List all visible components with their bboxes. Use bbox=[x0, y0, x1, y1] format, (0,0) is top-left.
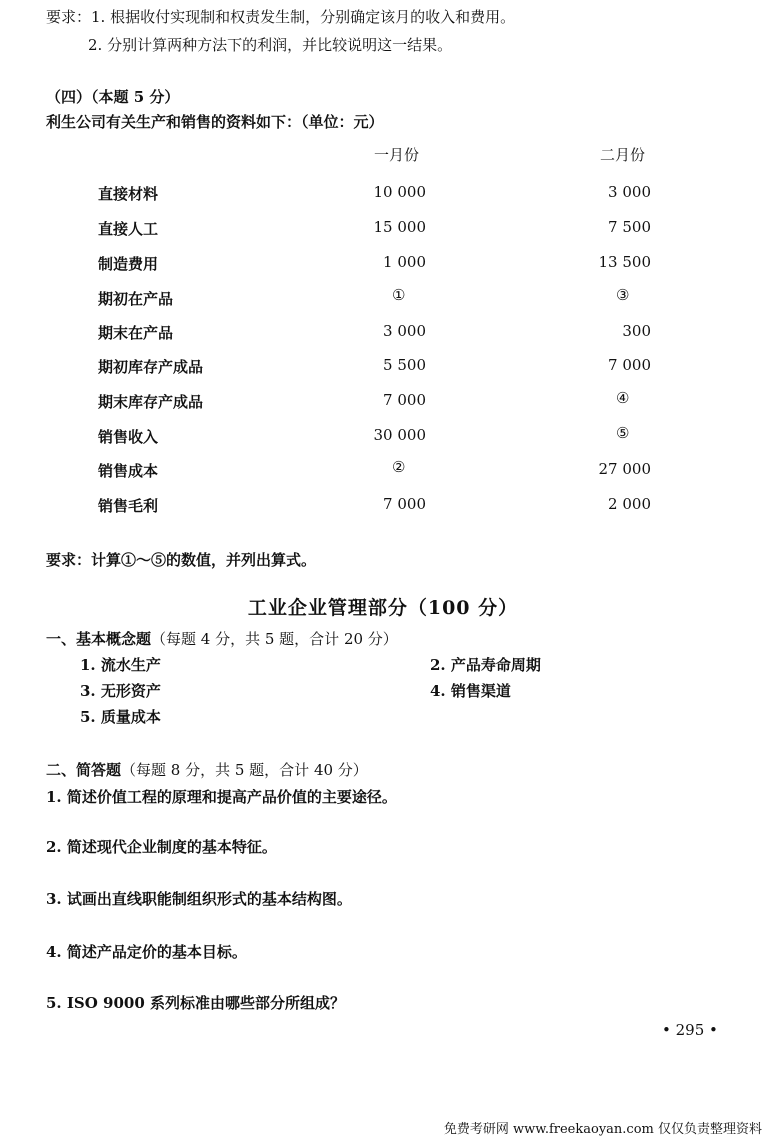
table-cell-feb: ④ bbox=[616, 389, 630, 407]
table-cell-jan: 30 000 bbox=[373, 426, 426, 444]
table-cell-jan: 5 500 bbox=[383, 356, 426, 374]
table-row-label: 期末在产品 bbox=[98, 324, 174, 342]
table-cell-feb: ③ bbox=[616, 286, 630, 304]
table-cell-jan: 10 000 bbox=[373, 183, 426, 201]
short-question: 1. 简述价值工程的原理和提高产品价值的主要途径。 bbox=[46, 788, 397, 806]
table-cell-jan: 7 000 bbox=[383, 495, 426, 513]
section1-heading: 一、基本概念题 bbox=[46, 630, 152, 648]
section4-heading: （四）（本题 5 分） bbox=[46, 88, 180, 106]
short-question: 2. 简述现代企业制度的基本特征。 bbox=[46, 838, 277, 856]
table-row-label: 期初在产品 bbox=[98, 290, 174, 308]
short-question: 5. ISO 9000 系列标准由哪些部分所组成？ bbox=[46, 994, 345, 1012]
table-cell-feb: 3 000 bbox=[608, 183, 651, 201]
table-cell-feb: 300 bbox=[622, 322, 651, 340]
section4-requirement: 要求：计算①～⑤的数值，并列出算式。 bbox=[46, 551, 317, 569]
part-title: 工业企业管理部分（100 分） bbox=[247, 597, 519, 619]
table-row-label: 销售收入 bbox=[98, 428, 159, 446]
section2-heading-line bbox=[46, 763, 368, 778]
table-cell-jan: 1 000 bbox=[383, 253, 426, 271]
concept-item: 5. 质量成本 bbox=[80, 708, 161, 726]
table-cell-jan: ① bbox=[392, 286, 406, 304]
short-question: 3. 试画出直线职能制组织形式的基本结构图。 bbox=[46, 890, 352, 908]
table-cell-jan: 3 000 bbox=[383, 322, 426, 340]
short-question: 4. 简述产品定价的基本目标。 bbox=[46, 943, 247, 961]
table-cell-jan: ② bbox=[392, 458, 406, 476]
table-cell-feb: 7 000 bbox=[608, 356, 651, 374]
table-cell-feb: ⑤ bbox=[616, 424, 630, 442]
col-header-feb: 二月份 bbox=[600, 146, 646, 164]
table-row-label: 销售毛利 bbox=[98, 497, 159, 515]
footer-watermark: 免费考研网 www.freekaoyan.com 仅仅负责整理资料 bbox=[443, 1122, 762, 1137]
page-number: • 295 • bbox=[662, 1021, 718, 1039]
section2-heading: 二、简答题 bbox=[46, 761, 122, 779]
table-row-label: 期末库存产成品 bbox=[98, 393, 204, 411]
concept-item: 3. 无形资产 bbox=[80, 682, 161, 700]
section4-intro: 利生公司有关生产和销售的资料如下：（单位：元） bbox=[46, 113, 384, 131]
table-row-label: 销售成本 bbox=[98, 462, 159, 480]
col-header-jan: 一月份 bbox=[374, 146, 420, 164]
requirement-line-1: 要求：1. 根据收付实现制和权责发生制，分别确定该月的收入和费用。 bbox=[46, 8, 516, 26]
concept-item: 2. 产品寿命周期 bbox=[430, 656, 541, 674]
table-cell-feb: 13 500 bbox=[598, 253, 651, 271]
table-cell-jan: 7 000 bbox=[383, 391, 426, 409]
section1-heading-note: （每题 4 分，共 5 题，合计 20 分） bbox=[151, 630, 398, 648]
table-row-label: 直接材料 bbox=[98, 185, 159, 203]
section1-heading-line bbox=[46, 632, 398, 647]
table-cell-feb: 7 500 bbox=[608, 218, 651, 236]
concept-item: 4. 销售渠道 bbox=[430, 682, 511, 700]
table-cell-feb: 27 000 bbox=[598, 460, 651, 478]
table-cell-feb: 2 000 bbox=[608, 495, 651, 513]
table-row-label: 期初库存产成品 bbox=[98, 358, 204, 376]
concept-item: 1. 流水生产 bbox=[80, 656, 161, 674]
table-cell-jan: 15 000 bbox=[373, 218, 426, 236]
section2-heading-note: （每题 8 分，共 5 题，合计 40 分） bbox=[121, 761, 368, 779]
requirement-line-2: 2. 分别计算两种方法下的利润，并比较说明这一结果。 bbox=[88, 36, 453, 54]
table-row-label: 直接人工 bbox=[98, 220, 159, 238]
table-row-label: 制造费用 bbox=[98, 255, 159, 273]
